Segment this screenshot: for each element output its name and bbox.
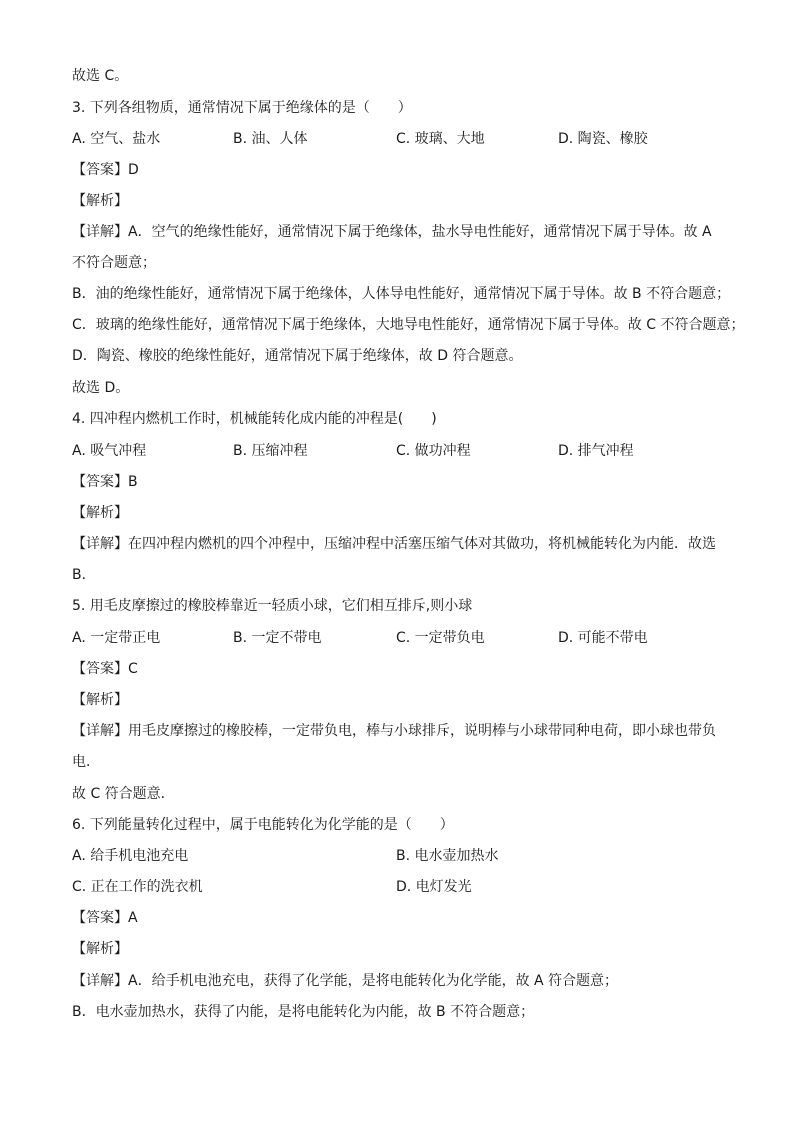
question-6-options-row-2 (72, 877, 732, 897)
option-d: D. 可能不带电 (558, 630, 648, 646)
question-3-options (72, 129, 732, 149)
option-a: A. 吸气冲程 (72, 443, 147, 459)
option-c: C. 做功冲程 (396, 443, 471, 459)
question-6-options-row-1 (72, 846, 732, 866)
detail-line: B．油的绝缘性能好，通常情况下属于绝缘体，人体导电性能好，通常情况下属于导体。故 B 不符合题意； (72, 286, 731, 302)
detail-line: 【详解】在四冲程内燃机的四个冲程中，压缩冲程中活塞压缩气体对其做功，将机械能转化为内能．故选 (72, 536, 716, 552)
analysis-label: 【解析】 (72, 193, 128, 209)
conclusion-line: 故选 D。 (72, 380, 130, 396)
option-c: C. 正在工作的洗衣机 (72, 879, 203, 895)
option-c: C. 玻璃、大地 (396, 131, 485, 147)
option-d: D. 陶瓷、橡胶 (558, 131, 648, 147)
question-3-stem: 3. 下列各组物质，通常情况下属于绝缘体的是（ ） (72, 100, 412, 116)
detail-line: 不符合题意； (72, 255, 156, 271)
detail-line: 【详解】用毛皮摩擦过的橡胶棒，一定带负电，棒与小球排斥，说明棒与小球带同种电荷，即小球也带负 (72, 723, 716, 739)
answer-label: 【答案】B (72, 474, 138, 490)
question-5-stem: 5. 用毛皮摩擦过的橡胶棒靠近一轻质小球，它们相互排斥,则小球 (72, 598, 473, 614)
detail-line: B． (72, 567, 96, 583)
question-5-options (72, 628, 732, 648)
detail-line: D．陶瓷、橡胶的绝缘性能好，通常情况下属于绝缘体，故 D 符合题意。 (72, 348, 523, 364)
option-c: C. 一定带负电 (396, 630, 485, 646)
detail-line: C．玻璃的绝缘性能好，通常情况下属于绝缘体，大地导电性能好，通常情况下属于导体。故 C 不符合题意； (72, 317, 745, 333)
option-b: B. 一定不带电 (233, 630, 322, 646)
detail-line: 电． (72, 754, 100, 770)
question-6-stem: 6. 下列能量转化过程中，属于电能转化为化学能的是（ ） (72, 817, 454, 833)
option-b: B. 压缩冲程 (233, 443, 308, 459)
conclusion-line: 故 C 符合题意． (72, 786, 175, 802)
detail-line: 【详解】A．空气的绝缘性能好，通常情况下属于绝缘体，盐水导电性能好，通常情况下属于导体。故 A (72, 224, 712, 240)
question-4-options (72, 441, 732, 461)
option-d: D. 排气冲程 (558, 443, 634, 459)
option-a: A. 给手机电池充电 (72, 848, 189, 864)
answer-label: 【答案】C (72, 661, 138, 677)
analysis-label: 【解析】 (72, 692, 128, 708)
option-b: B. 油、人体 (233, 131, 308, 147)
detail-line: B．电水壶加热水，获得了内能，是将电能转化为内能，故 B 不符合题意； (72, 1004, 535, 1020)
option-d: D. 电灯发光 (396, 879, 472, 895)
question-4-stem: 4. 四冲程内燃机工作时，机械能转化成内能的冲程是( ) (72, 411, 437, 427)
option-b: B. 电水壶加热水 (396, 848, 499, 864)
option-a: A. 一定带正电 (72, 630, 161, 646)
analysis-label: 【解析】 (72, 505, 128, 521)
analysis-label: 【解析】 (72, 941, 128, 957)
answer-label: 【答案】A (72, 910, 138, 926)
conclusion-line: 故选 C。 (72, 68, 129, 84)
answer-label: 【答案】D (72, 162, 139, 178)
option-a: A. 空气、盐水 (72, 131, 161, 147)
detail-line: 【详解】A．给手机电池充电，获得了化学能，是将电能转化为化学能，故 A 符合题意； (72, 973, 619, 989)
